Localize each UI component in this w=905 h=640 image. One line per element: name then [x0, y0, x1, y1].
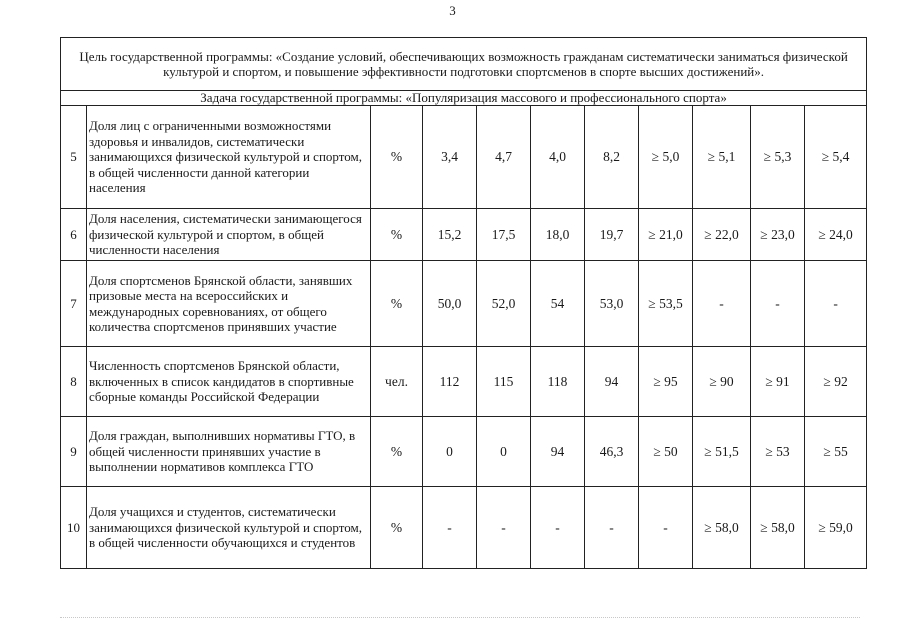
value-cell: - — [531, 487, 585, 569]
value-cell: 50,0 — [423, 261, 477, 347]
task-row — [61, 91, 867, 106]
row-number: 7 — [61, 261, 87, 347]
unit-cell: % — [371, 106, 423, 209]
indicator-name: Доля граждан, выполнивших нормативы ГТО, в общей численности принявших участие в выполнении нормативов комплекса ГТО — [87, 417, 371, 487]
value-cell: - — [751, 261, 805, 347]
value-cell: ≥ 23,0 — [751, 209, 805, 261]
value-cell: ≥ 53,5 — [639, 261, 693, 347]
value-cell: - — [585, 487, 639, 569]
value-cell: ≥ 59,0 — [805, 487, 867, 569]
value-cell: ≥ 90 — [693, 347, 751, 417]
value-cell: 115 — [477, 347, 531, 417]
value-cell: ≥ 95 — [639, 347, 693, 417]
unit-cell: % — [371, 209, 423, 261]
value-cell: ≥ 92 — [805, 347, 867, 417]
row-number: 6 — [61, 209, 87, 261]
value-cell: ≥ 22,0 — [693, 209, 751, 261]
unit-cell: чел. — [371, 347, 423, 417]
row-number: 10 — [61, 487, 87, 569]
value-cell: ≥ 53 — [751, 417, 805, 487]
value-cell: 53,0 — [585, 261, 639, 347]
value-cell: 0 — [423, 417, 477, 487]
task-text: Задача государственной программы: «Популяризация массового и профессионального спорта» — [61, 91, 867, 106]
value-cell: ≥ 5,4 — [805, 106, 867, 209]
value-cell: ≥ 91 — [751, 347, 805, 417]
value-cell: - — [693, 261, 751, 347]
value-cell: 15,2 — [423, 209, 477, 261]
value-cell: 0 — [477, 417, 531, 487]
value-cell: 52,0 — [477, 261, 531, 347]
unit-cell: % — [371, 261, 423, 347]
value-cell: 118 — [531, 347, 585, 417]
value-cell: 94 — [585, 347, 639, 417]
table-row — [61, 261, 867, 347]
scan-noise-line — [60, 617, 860, 619]
value-cell: 112 — [423, 347, 477, 417]
indicator-name: Доля лиц с ограниченными возможностями здоровья и инвалидов, систематически занимающихся физической культурой и спортом, в общей численности данной категории населения — [87, 106, 371, 209]
unit-cell: % — [371, 417, 423, 487]
value-cell: - — [639, 487, 693, 569]
value-cell: - — [805, 261, 867, 347]
value-cell: ≥ 5,1 — [693, 106, 751, 209]
unit-cell: % — [371, 487, 423, 569]
value-cell: ≥ 51,5 — [693, 417, 751, 487]
row-number: 8 — [61, 347, 87, 417]
value-cell: ≥ 58,0 — [693, 487, 751, 569]
value-cell: ≥ 24,0 — [805, 209, 867, 261]
goal-text: Цель государственной программы: «Создание условий, обеспечивающих возможность гражданам систематически заниматься физической культурой и спортом, и повышение эффективности подготовки спортсменов в спорте высших достижений». — [61, 38, 867, 91]
value-cell: ≥ 21,0 — [639, 209, 693, 261]
indicator-name: Численность спортсменов Брянской области, включенных в список кандидатов в спортивные сборные команды Российской Федерации — [87, 347, 371, 417]
value-cell: 8,2 — [585, 106, 639, 209]
row-number: 9 — [61, 417, 87, 487]
table-row — [61, 209, 867, 261]
indicator-name: Доля спортсменов Брянской области, занявших призовые места на всероссийских и международных соревнованиях, от общего количества спортсменов принявших участие — [87, 261, 371, 347]
value-cell: 19,7 — [585, 209, 639, 261]
value-cell: - — [423, 487, 477, 569]
value-cell: 4,0 — [531, 106, 585, 209]
value-cell: - — [477, 487, 531, 569]
value-cell: 17,5 — [477, 209, 531, 261]
value-cell: ≥ 5,3 — [751, 106, 805, 209]
goal-row — [61, 38, 867, 91]
table-row — [61, 106, 867, 209]
indicator-name: Доля учащихся и студентов, систематически занимающихся физической культурой и спортом, в общей численности обучающихся и студентов — [87, 487, 371, 569]
value-cell: ≥ 55 — [805, 417, 867, 487]
value-cell: 3,4 — [423, 106, 477, 209]
table-row — [61, 487, 867, 569]
table-row — [61, 417, 867, 487]
value-cell: 18,0 — [531, 209, 585, 261]
value-cell: 46,3 — [585, 417, 639, 487]
value-cell: ≥ 58,0 — [751, 487, 805, 569]
value-cell: ≥ 50 — [639, 417, 693, 487]
value-cell: 94 — [531, 417, 585, 487]
page-number: 3 — [449, 3, 456, 18]
value-cell: 4,7 — [477, 106, 531, 209]
indicator-name: Доля населения, систематически занимающегося физической культурой и спортом, в общей численности населения — [87, 209, 371, 261]
table-row — [61, 347, 867, 417]
value-cell: ≥ 5,0 — [639, 106, 693, 209]
value-cell: 54 — [531, 261, 585, 347]
indicators-table — [60, 37, 867, 569]
row-number: 5 — [61, 106, 87, 209]
